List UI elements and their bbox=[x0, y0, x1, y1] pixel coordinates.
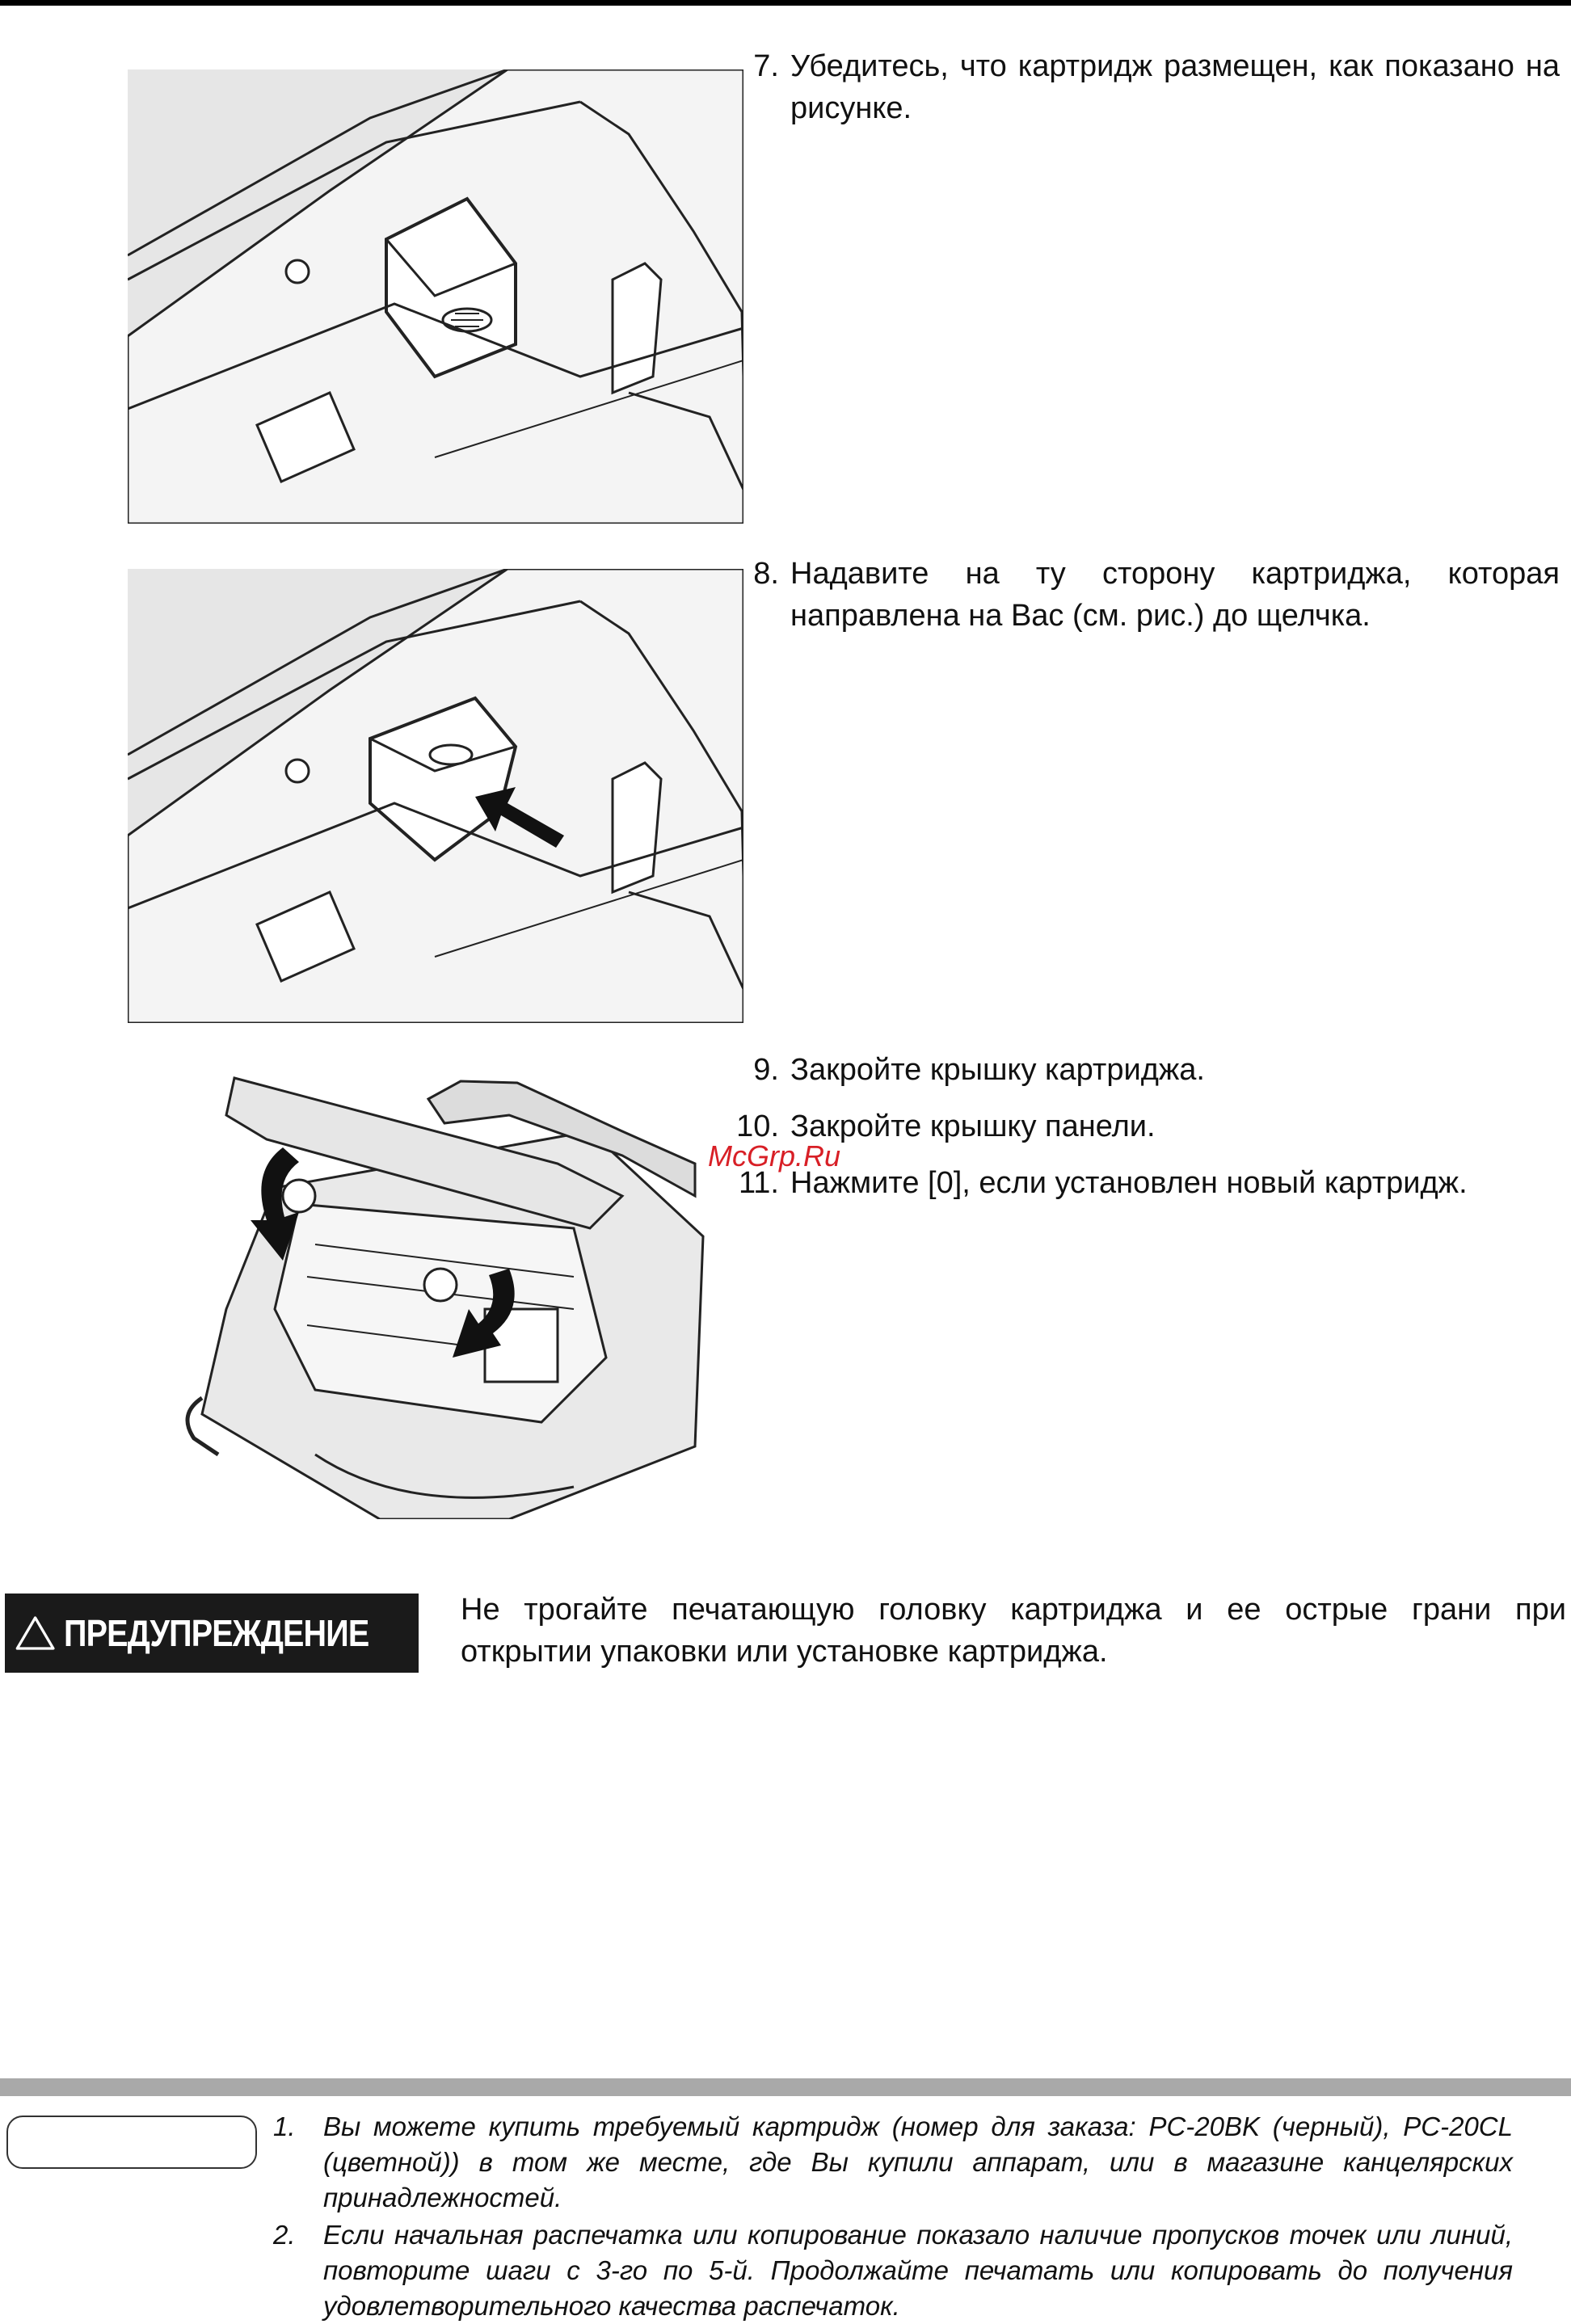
watermark: McGrp.Ru bbox=[708, 1139, 841, 1173]
step-number: 7. bbox=[753, 49, 779, 83]
step-text: Закройте крышку панели. bbox=[790, 1109, 1156, 1143]
step-text: Надавите на ту сторону картриджа, которая направлена на Вас (см. рис.) до щелчка. bbox=[790, 557, 1560, 633]
illustration-cartridge-placed bbox=[128, 69, 743, 524]
step-number: 9. bbox=[753, 1053, 779, 1087]
step-number: 8. bbox=[753, 557, 779, 591]
step-text: Закройте крышку картриджа. bbox=[790, 1053, 1205, 1087]
step-number: 11. bbox=[738, 1166, 779, 1200]
top-rule bbox=[0, 0, 1571, 6]
footnote-1 bbox=[273, 2109, 1513, 2216]
footnote-number: 2. bbox=[273, 2220, 296, 2250]
footnote-2 bbox=[273, 2217, 1513, 2319]
footnote-text: Вы можете купить требуемый картридж (номер для заказа: PC-20BK (черный), PC-20CL (цветной)) в том же месте, где Вы купили аппарат, или в магазине канцелярских принадлежностей. bbox=[323, 2111, 1513, 2212]
step-number: 10. bbox=[736, 1109, 779, 1143]
warning-badge bbox=[5, 1594, 419, 1673]
step-text: Убедитесь, что картридж размещен, как показано на рисунке. bbox=[790, 49, 1560, 125]
warning-triangle-icon bbox=[15, 1611, 56, 1655]
footnote-text: Если начальная распечатка или копирование показало наличие пропусков точек или линий, повторите шаги с 3-го по 5-й. Продолжайте печатать или копировать до получения удовлетворительного качества распечаток. bbox=[323, 2220, 1513, 2321]
footnote-number: 1. bbox=[273, 2111, 296, 2141]
warning-text: Не трогайте печатающую головку картриджа и ее острые грани при открытии упаковки или установке картриджа. bbox=[461, 1593, 1566, 1669]
step-text: Нажмите [0], если установлен новый картридж. bbox=[790, 1166, 1468, 1200]
warning-label: ПРЕДУПРЕЖДЕНИЕ bbox=[64, 1612, 369, 1654]
notes-tab bbox=[6, 2116, 257, 2169]
notes-divider-bar bbox=[0, 2078, 1571, 2096]
illustration-cartridge-push bbox=[128, 569, 743, 1023]
illustration-close-covers bbox=[170, 1067, 727, 1519]
